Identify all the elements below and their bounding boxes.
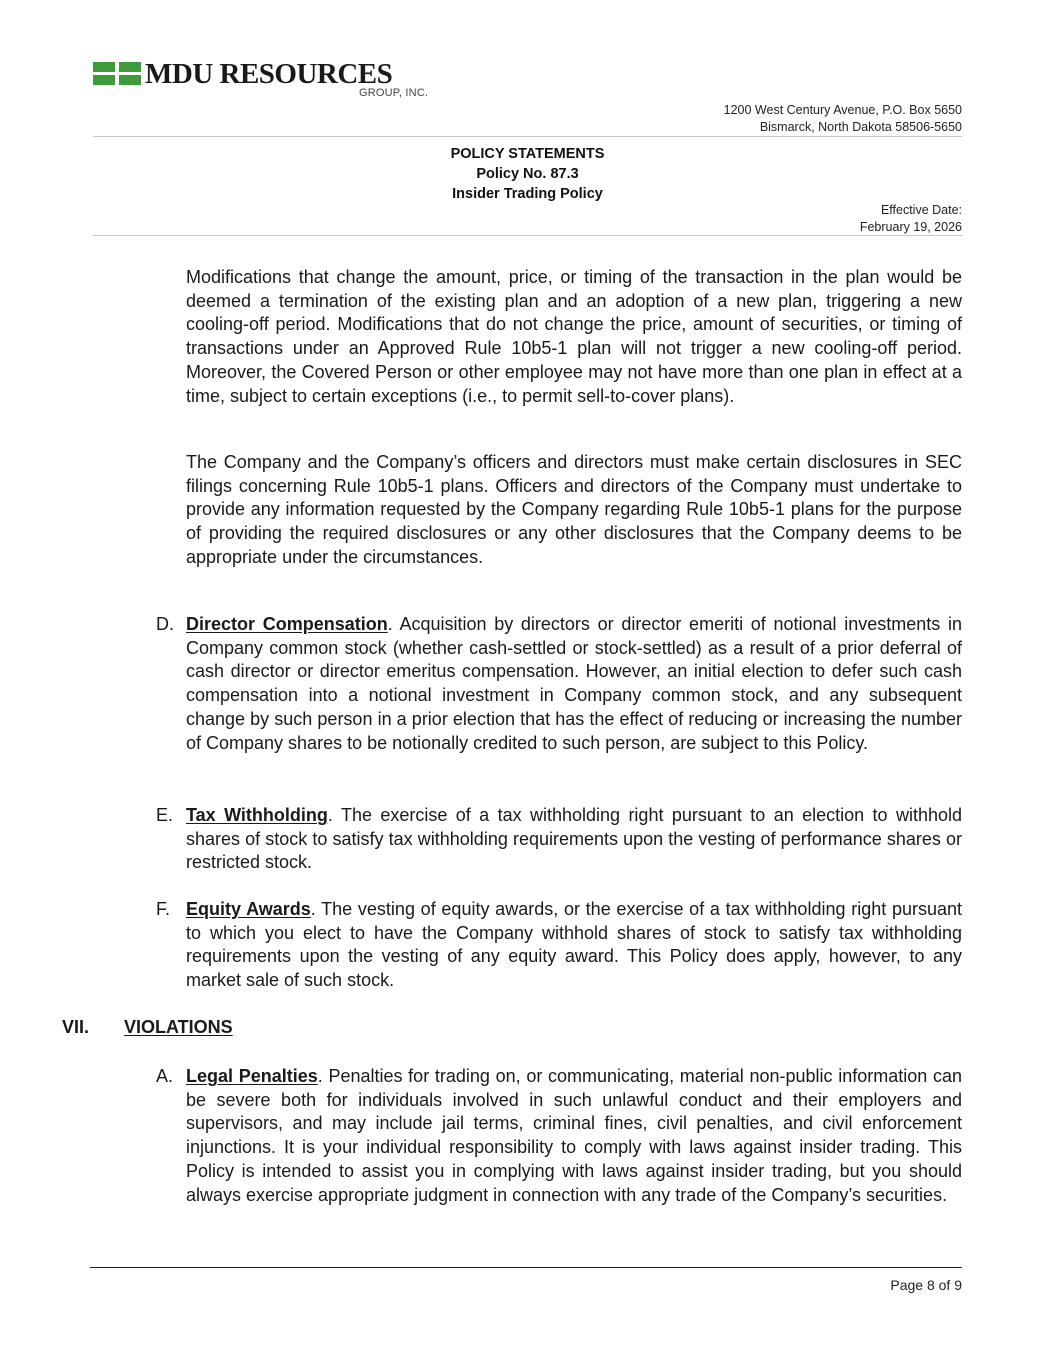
item-e-paragraph [186, 804, 962, 875]
logo-bars-icon [93, 62, 141, 86]
item-e-title: Tax Withholding [186, 805, 328, 825]
item-a-title: Legal Penalties [186, 1066, 318, 1086]
item-d-text: . Acquisition by directors or director emeriti of notional investments in Company common stock (whether cash-settled or stock-settled) as a result of a prior deferral of cash director or director emeritus compensation. However, an initial election to defer such cash compensation into a notional investment in Company common stock, and any subsequent change by such person in a prior election that has the effect of reducing or increasing the number of Company shares to be notionally credited to such person, are subject to this Policy. [186, 614, 962, 753]
item-f-paragraph [186, 898, 962, 993]
address-line-2: Bismarck, North Dakota 58506-5650 [759, 119, 962, 134]
company-address [724, 102, 962, 135]
item-f-letter: F. [156, 899, 171, 919]
effective-date-block [860, 202, 962, 235]
footer-rule [90, 1267, 962, 1268]
item-a-text: . Penalties for trading on, or communicating, material non-public information can be severe both for individuals involved in such unlawful conduct and their employers and supervisors, and may include jail terms, criminal fines, civil penalties, and civil enforcement injunctions. It is your individual responsibility to comply with laws against insider trading. This Policy is intended to assist you in complying with laws against insider trading, but you should always exercise appropriate judgment in connection with any trade of the Company’s securities. [186, 1066, 962, 1205]
policy-number: Policy No. 87.3 [476, 166, 579, 182]
policy-statements-title: POLICY STATEMENTS [450, 146, 605, 162]
page-number: Page 8 of 9 [890, 1277, 962, 1293]
item-f-text: . The vesting of equity awards, or the exercise of a tax withholding right pursuant to which you elect to have the Company withhold shares of stock to satisfy tax withholding requirements upon the vesting of any equity award. This Policy does apply, however, to any market sale of such stock. [186, 899, 962, 991]
item-f-title: Equity Awards [186, 899, 311, 919]
logo-group: GROUP, INC. [359, 87, 429, 99]
item-d-paragraph [186, 613, 962, 755]
item-d-title: Director Compensation [186, 614, 388, 634]
item-e-letter: E. [156, 805, 174, 825]
section-number: VII. [62, 1017, 90, 1037]
address-line-1: 1200 West Century Avenue, P.O. Box 5650 [723, 103, 962, 117]
policy-title: Insider Trading Policy [452, 186, 603, 202]
header-rule-bottom [93, 235, 962, 236]
policy-header [93, 144, 962, 204]
item-d-letter: D. [156, 614, 174, 634]
paragraph-modifications: Modifications that change the amount, price, or timing of the transaction in the plan would be deemed a termination of the existing plan and an adoption of a new plan, triggering a new cooling-off period. Modifications that do not change the price, amount of securities, or timing of transactions under an Approved Rule 10b5-1 plan will not trigger a new cooling-off period. Moreover, the Covered Person or other employee may not have more than one plan in effect at a time, subject to certain exceptions (i.e., to permit sell-to-cover plans). [186, 267, 962, 406]
effective-date-label: Effective Date: [880, 203, 962, 217]
company-logo [93, 58, 429, 102]
paragraph-sec-disclosures: The Company and the Company’s officers and directors must make certain disclosures in SEC filings concerning Rule 10b5-1 plans. Officers and directors of the Company must undertake to provide any information requested by the Company regarding Rule 10b5-1 plans for the purpose of providing the required disclosures or any other disclosures that the Company deems to be appropriate under the circumstances. [186, 452, 962, 567]
section-title: VIOLATIONS [124, 1017, 233, 1037]
item-e-text: . The exercise of a tax withholding right pursuant to an election to withhold shares of stock to satisfy tax withholding requirements upon the vesting of performance shares or restricted stock. [186, 805, 962, 873]
logo-name: MDU RESOURCES [145, 58, 393, 90]
effective-date: February 19, 2026 [859, 219, 962, 234]
header-rule-top [93, 136, 962, 137]
item-a-letter: A. [156, 1066, 174, 1086]
item-a-paragraph [186, 1065, 962, 1207]
